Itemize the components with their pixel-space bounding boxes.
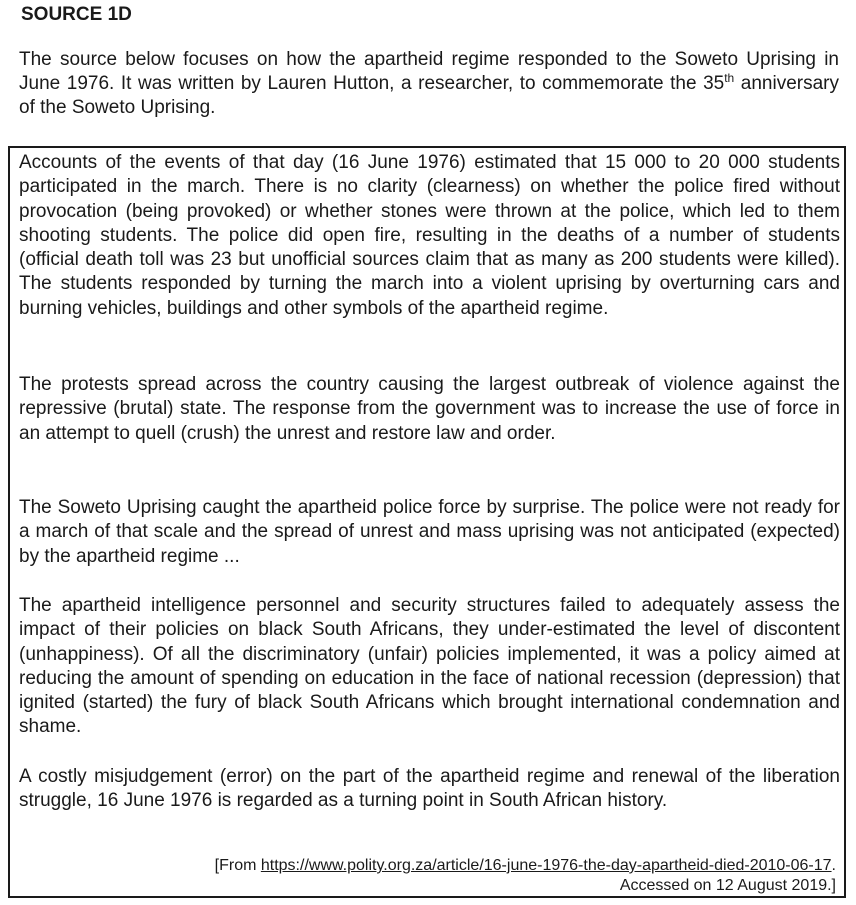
- citation-prefix: [From: [214, 857, 261, 874]
- source-introduction: [19, 48, 839, 120]
- source-paragraph-4: The apartheid intelligence personnel and security structures failed to adequately assess the impact of their policies on black South Africans, they under-estimated the level of discontent (unhappiness). Of all the discriminatory (unfair) policies implemented, it was a policy aimed at reducing the amount of spending on education in the face of national recession (depression) that ignited (started) the fury of black South Africans which brought international condemnation and shame.: [19, 595, 840, 738]
- source-paragraph-2: The protests spread across the country causing the largest outbreak of violence against the repressive (brutal) state. The response from the government was to increase the use of force in an attempt to quell (crush) the unrest and restore law and order.: [19, 374, 840, 444]
- citation-url-link[interactable]: https://www.polity.org.za/article/16-june-1976-the-day-apartheid-died-2010-06-17: [260, 857, 832, 874]
- intro-ordinal-suffix: th: [724, 71, 735, 85]
- source-paragraph-1: Accounts of the events of that day (16 June 1976) estimated that 15 000 to 20 000 students participated in the march. There is no clarity (clearness) on whether the police fired without provocation (being provoked) or whether stones were thrown at the police, which led to them shooting students. The police did open fire, resulting in the deaths of a number of students (official death toll was 23 but unofficial sources claim that as many as 200 students were killed). The students responded by turning the march into a violent uprising by overturning cars and burning vehicles, buildings and other symbols of the apartheid regime.: [19, 152, 840, 319]
- citation-accessed-date: Accessed on 12 August 2019.]: [619, 877, 836, 894]
- source-heading: SOURCE 1D: [21, 4, 132, 25]
- intro-text-end: anniversary of the Soweto Uprising.: [19, 73, 840, 118]
- source-citation: [215, 856, 836, 896]
- citation-suffix: .: [831, 857, 836, 874]
- intro-text-main: The source below focuses on how the apartheid regime responded to the Soweto Uprising in June 1976. It was written by Lauren Hutton, a researcher, to commemorate the 35: [19, 49, 839, 94]
- source-paragraph-3: The Soweto Uprising caught the apartheid police force by surprise. The police were not ready for a march of that scale and the spread of unrest and mass uprising was not anticipated (expected) by the apartheid regime ...: [19, 497, 840, 567]
- citation-line-1: [215, 856, 836, 876]
- source-paragraph-5: A costly misjudgement (error) on the part of the apartheid regime and renewal of the liberation struggle, 16 June 1976 is regarded as a turning point in South African history.: [19, 766, 840, 812]
- source-extract-box: [8, 146, 846, 898]
